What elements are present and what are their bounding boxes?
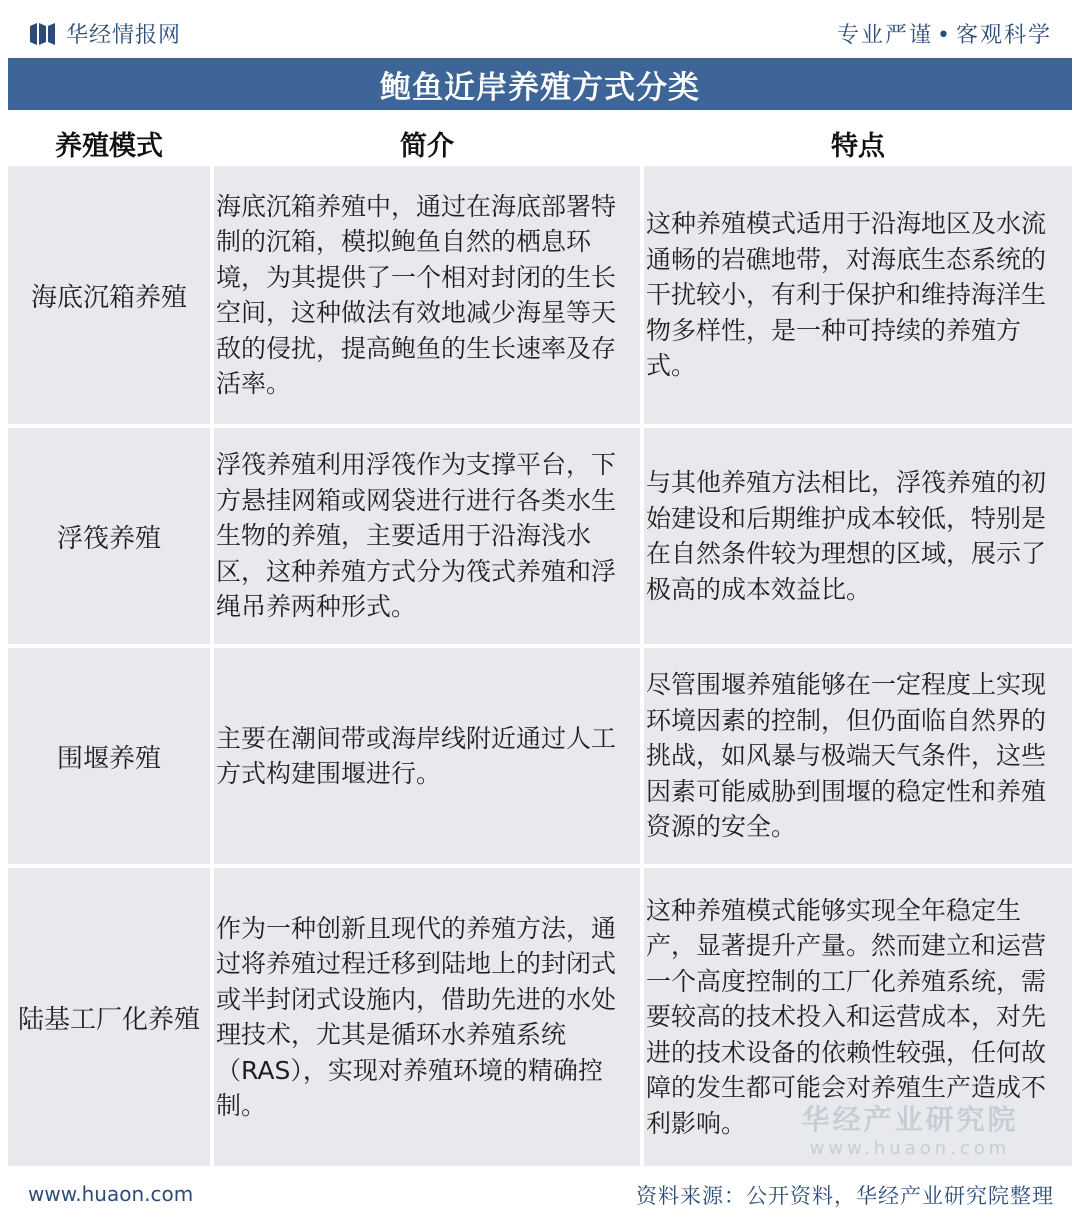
- table-header: [8, 112, 1072, 164]
- slogan-right: 客观科学: [955, 23, 1052, 48]
- brand-logo: [30, 18, 181, 49]
- row-mode-cell: [8, 428, 210, 644]
- column-header-mode: 养殖模式: [55, 131, 163, 162]
- slogan: [837, 18, 1052, 49]
- mode-name: 浮筏养殖: [56, 523, 161, 554]
- table-row: [8, 428, 1072, 644]
- huajing-logo-icon: [30, 22, 56, 46]
- row-feature-cell: [644, 428, 1072, 644]
- feature-text: 尽管围堰养殖能够在一定程度上实现环境因素的控制，但仍面临自然界的挑战，如风暴与极端天气条件，这些因素可能威胁到围堰的稳定性和养殖资源的安全。: [646, 670, 1047, 842]
- top-bar: [0, 0, 1080, 58]
- table-row: [8, 166, 1072, 424]
- page-title: 鲍鱼近岸养殖方式分类: [380, 69, 700, 106]
- row-feature-cell: [644, 166, 1072, 424]
- intro-text: 海底沉箱养殖中，通过在海底部署特制的沉箱，模拟鲍鱼自然的栖息环境，为其提供了一个相对封闭的生长空间，这种做法有效地减少海星等天敌的侵扰，提高鲍鱼的生长速率及存活率。: [216, 191, 617, 398]
- brand-name: 华经情报网: [66, 23, 182, 48]
- row-mode-cell: [8, 166, 210, 424]
- column-header-feature: 特点: [831, 131, 885, 162]
- feature-text: 这种养殖模式适用于沿海地区及水流通畅的岩礁地带，对海底生态系统的干扰较小，有利于保护和维持海洋生物多样性，是一种可持续的养殖方式。: [646, 209, 1047, 381]
- title-banner: [8, 58, 1072, 110]
- feature-text: 这种养殖模式能够实现全年稳定生产，显著提升产量。然而建立和运营一个高度控制的工厂化养殖系统，需要较高的技术投入和运营成本，对先进的技术设备的依赖性较强，任何故障的发生都可能会对养殖生产造成不利影响。: [646, 895, 1047, 1138]
- row-mode-cell: [8, 868, 210, 1166]
- source-note: 资料来源：公开资料，华经产业研究院整理: [636, 1184, 1054, 1208]
- row-intro-cell: [214, 648, 640, 864]
- row-intro-cell: [214, 166, 640, 424]
- intro-text: 作为一种创新且现代的养殖方法，通过将养殖过程迁移到陆地上的封闭式或半封闭式设施内，借助先进的水处理技术，尤其是循环水养殖系统（RAS），实现对养殖环境的精确控制。: [216, 913, 617, 1120]
- watermark: [760, 1098, 1060, 1168]
- row-mode-cell: [8, 648, 210, 864]
- feature-text: 与其他养殖方法相比，浮筏养殖的初始建设和后期维护成本较低，特别是在自然条件较为理想的区域，展示了极高的成本效益比。: [646, 468, 1047, 604]
- slogan-dot: •: [937, 23, 952, 48]
- intro-text: 浮筏养殖利用浮筏作为支撑平台，下方悬挂网箱或网袋进行进行各类水生生物的养殖，主要适用于沿海浅水区，这种养殖方式分为筏式养殖和浮绳吊养两种形式。: [216, 450, 617, 622]
- row-intro-cell: [214, 868, 640, 1166]
- mode-name: 陆基工厂化养殖: [17, 1004, 200, 1035]
- watermark-cn: 华经产业研究院: [801, 1103, 1019, 1136]
- row-feature-cell: [644, 648, 1072, 864]
- row-intro-cell: [214, 428, 640, 644]
- slogan-left: 专业严谨: [836, 23, 933, 48]
- watermark-en: www.huaon.com: [809, 1138, 1011, 1159]
- intro-text: 主要在潮间带或海岸线附近通过人工方式构建围堰进行。: [216, 723, 617, 788]
- table-row: [8, 648, 1072, 864]
- mode-name: 围堰养殖: [56, 743, 161, 774]
- column-header-intro: 简介: [400, 131, 454, 162]
- mode-name: 海底沉箱养殖: [30, 282, 187, 313]
- site-url[interactable]: www.huaon.com: [28, 1182, 194, 1206]
- footer: [0, 1170, 1080, 1226]
